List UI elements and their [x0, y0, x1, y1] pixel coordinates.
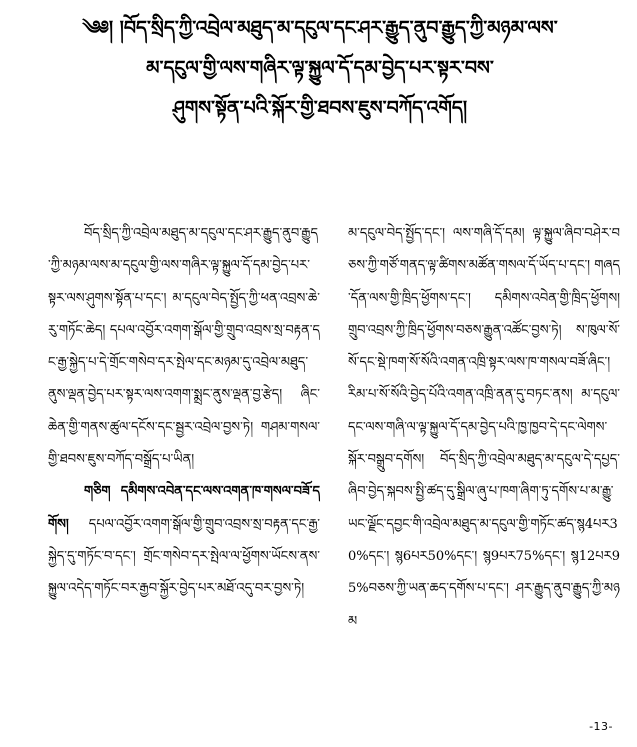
intro-paragraph-text: བོད་སྲིད་ཀྱི་འབྲེལ་མཐུད་མ་དངུལ་དང་ཤར་རྒྱུད་ནུབ་རྒྱུད་ཀྱི་མཉམ་ལས་མ་དངུལ་གྱི་ལས་གཞིར་ལྟ་སྐྱུལ་དོ་དམ་བྱེད་པར་སྟར་ལས་ཤུགས་སྟོན་པ་དང་། མ་དངུལ་བེད་སྤྱོད་ཀྱི་ཕན་འབྲས་ཆེ་རུ་གཏོང་ཆེད། དཔལ་འབྱོར་འགག་སྒོལ་གྱི་གྲུབ་འབྲས་སྲ་བརྟན་དང་རྒྱ་སྐྱེད་པ་དེ་གྲོང་གསེབ་དར་སྤེལ་དང་མཉམ་དུ་འབྲེལ་མཐུད་ནུས་ལྡན་བྱེད་པར་སྟར་ལས་འགག་སྨྲང་ནུས་ལྡན་བྱ་རྩེད། ཞིང་ཆེན་གྱི་གནས་ཚུལ་དངོས་དང་སྦྱར་འབྲེལ་བྱས་ཏེ། གཤམ་གསལ་གྱི་ཐབས་ཇུས་བཀོད་བསྒྲོད་པ་ཡིན།	[48, 226, 320, 468]
page-number: -13-	[589, 720, 613, 733]
section-one-text: དཔལ་འབྱོར་འགག་སྒོལ་གྱི་གྲུབ་འབྲས་སྲ་བརྟན་དང་རྒྱ་སྐྱེད་དུ་གཏོང་བ་དང་། གྲོང་གསེབ་དར་སྤེལ་ལ་ཕྱོགས་ཡོངས་ནས་སྐྱུལ་འདེད་གཏོང་བར་རྒྱབ་སྐྱོར་བྱེད་པར་མཐོ་འདུ་བར་བྱས་ཏེ།	[48, 516, 320, 597]
continuation-paragraph-text: མ་དངུལ་བེད་སྤྱོད་དང་། ལས་གཞི་དོ་དམ། ལྟ་སྐྱུལ་ཞིབ་བཤེར་བཅས་ཀྱི་གཙོ་གནད་ལྟ་ཚིགས་མཚོན་གསལ་དོ་ཡོད་པ་དང་། གཞད་དོན་ལས་གྱི་ཁྲིད་ཕྱོགས་དང་། དམིགས་འབེན་གྱི་ཁྲིད་ཕྱོགས། གྲུབ་འབྲས་ཀྱི་ཁྲིད་ཕྱོགས་བཅས་རྒྱུན་འཚོང་བྱས་ཏེ། ས་ཁུལ་སོ་སོ་དང་སྡེ་ཁག་སོ་སོའི་འགན་འཁྲི་སྟར་ལས་ཁ་གསལ་བཟོ་ཞིང་། རིམ་པ་སོ་སོའི་བྱེད་པོའི་འགན་འཁྲི་ནན་དུ་བཏང་ནས། མ་དངུལ་དང་ལས་གཞི་ལ་ལྟ་སྐྱུལ་དོ་དམ་བྱེད་པའི་ཁྱ་ཁྱབ་དེ་དང་ལེགས་སྐོར་བསྒྲུབ་དགོས། བོད་སྲིད་ཀྱི་འབྲེལ་མཐུད་མ་དངུལ་དེ་དཔྱད་ཞིབ་བྱེད་སྐབས་སྤྱི་ཚད་དུ་སྒྲིལ་ཞུ་པ་ཁག་ཞིག་ཏུ་དགོས་པ་མ་རྒྱུ་ཡང་ལྗོང་དབྱང་གི་འབྲེལ་མཐུད་མ་དངུལ་གྱི་གཏོང་ཚད་སྙ4པར30%དང་། སྙ6པར50%དང་། སྙ9པར75%དང་། སྙ12པར95%བཅས་ཀྱི་ཡན་ཆད་དགོས་པ་དང་། ཤར་རྒྱུད་ནུབ་རྒྱུད་ཀྱི་མཉམ	[348, 226, 620, 629]
intro-paragraph	[48, 218, 320, 476]
section-one-heading: གཅིག དམིགས་འབེན་དང་ལས་འགན་ཁ་གསལ་བཟོ་དགོས།	[48, 484, 320, 532]
continuation-paragraph	[348, 218, 620, 638]
document-title	[40, 8, 600, 128]
right-column	[348, 218, 620, 638]
title-line-3: ཤུགས་སྟོན་པའི་སྐོར་གྱི་ཐབས་ཇུས་བཀོད་འགོད།	[172, 97, 468, 119]
body-columns	[48, 218, 618, 698]
title-line-2: མ་དངུལ་གྱི་ལས་གཞིར་ལྟ་སྐྱུལ་དོ་དམ་བྱེད་པར་སྟར་བས་	[146, 57, 494, 79]
title-line-1: ༄༅། །བོད་སྲིད་ཀྱི་འབྲེལ་མཐུད་མ་དངུལ་དང་ཤར་རྒྱུད་ནུབ་རྒྱུད་ཀྱི་མཉམ་ལས་	[82, 17, 558, 39]
left-column	[48, 218, 320, 606]
section-one	[48, 476, 320, 605]
